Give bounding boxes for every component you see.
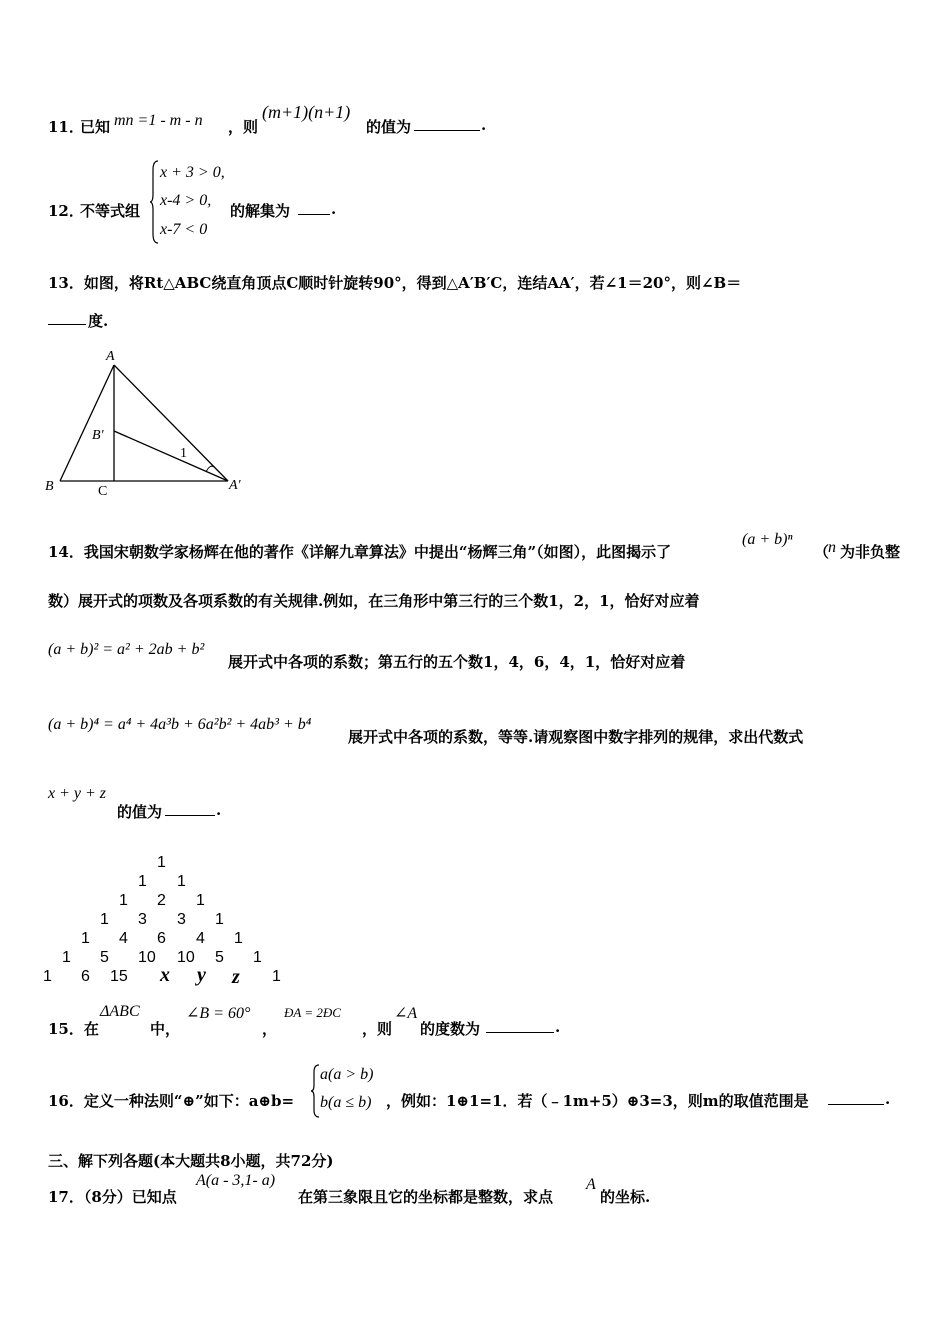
label-B-prime: B′ bbox=[92, 428, 104, 443]
q15-sep: ， bbox=[262, 1020, 278, 1038]
q16-end: . bbox=[885, 1090, 891, 1108]
q15-triangle: ΔABC bbox=[100, 1003, 140, 1020]
tri-r4-c2: 6 bbox=[157, 930, 166, 947]
tri-r6-c5: z bbox=[232, 966, 240, 988]
q15-answer-blank bbox=[486, 1018, 554, 1033]
tri-r3-c0: 1 bbox=[100, 911, 109, 928]
q14-formula-4: x + y + z bbox=[48, 785, 107, 802]
q17-point: A(a - 3,1- a) bbox=[196, 1172, 276, 1189]
tri-r6-c6: 1 bbox=[272, 968, 281, 985]
q12-number: 12． bbox=[48, 202, 84, 220]
tri-r6-c0: 1 bbox=[43, 968, 52, 985]
q12-line-1: x + 3 > 0, bbox=[160, 164, 225, 181]
tri-r0-c0: 1 bbox=[157, 854, 166, 871]
q13-triangle-figure bbox=[40, 345, 255, 500]
q11-end: . bbox=[481, 116, 487, 134]
tri-r5-c5: 1 bbox=[253, 949, 262, 966]
q17-point-A: A bbox=[586, 1176, 596, 1193]
tri-r2-c0: 1 bbox=[119, 892, 128, 909]
q11-number: 11． bbox=[48, 118, 84, 136]
section-3-title: 三、解下列各题(本大题共8小题，共72分) bbox=[48, 1152, 334, 1170]
q15-text-3: 的度数为 bbox=[420, 1020, 481, 1038]
tri-r4-c0: 1 bbox=[81, 930, 90, 947]
q14-paragraph-1: 14．我国宋朝数学家杨辉在他的著作《详解九章算法》中提出“杨辉三角”（如图），此图揭示了 bbox=[48, 543, 672, 561]
tri-r5-c2: 10 bbox=[138, 949, 156, 966]
q14-formula-1: (a + b)ⁿ bbox=[742, 531, 793, 548]
q12-line-2: x-4 > 0, bbox=[160, 192, 212, 209]
q12-brace bbox=[149, 160, 159, 244]
q14-paragraph-1c: 为非负整 bbox=[840, 543, 901, 561]
tri-r2-c1: 2 bbox=[157, 892, 166, 909]
tri-r3-c3: 1 bbox=[215, 911, 224, 928]
tri-r4-c1: 4 bbox=[119, 930, 128, 947]
q16-brace bbox=[310, 1064, 320, 1118]
q13-answer-blank bbox=[48, 310, 86, 325]
q15-relation: ÐA = 2ÐC bbox=[284, 1005, 341, 1020]
tri-r4-c3: 4 bbox=[196, 930, 205, 947]
q12-end: . bbox=[331, 200, 337, 218]
label-A-prime: A′ bbox=[229, 478, 241, 493]
q14-paragraph-4: 展开式中各项的系数，等等.请观察图中数字排列的规律，求出代数式 bbox=[348, 728, 804, 746]
tri-r1-c1: 1 bbox=[177, 873, 186, 890]
q11-expression: (m+1)(n+1) bbox=[262, 102, 351, 122]
q12-answer-blank bbox=[298, 200, 330, 215]
q15-angle-A: ∠A bbox=[394, 1005, 418, 1022]
q14-paragraph-1b: （ bbox=[814, 543, 830, 561]
q15-end: . bbox=[555, 1018, 561, 1036]
q17-text-2: 在第三象限且它的坐标都是整数，求点 bbox=[298, 1188, 554, 1206]
q11-text-2: ，则 bbox=[228, 118, 259, 136]
q15-number: 15．在 bbox=[48, 1020, 99, 1038]
q16-text-1: 16．定义一种法则“⊕”如下：a⊕b= bbox=[48, 1092, 295, 1110]
q11-answer-blank bbox=[414, 116, 480, 131]
q15-text-1: 中， bbox=[150, 1020, 181, 1038]
label-C: C bbox=[98, 484, 108, 499]
tri-r6-c1: 6 bbox=[81, 968, 90, 985]
q16-case-1: a(a > b) bbox=[320, 1066, 374, 1083]
tri-r5-c1: 5 bbox=[100, 949, 109, 966]
q14-n: n bbox=[828, 539, 836, 556]
q14-paragraph-5: 的值为 bbox=[117, 803, 163, 821]
label-B: B bbox=[45, 479, 54, 494]
q14-paragraph-3: 展开式中各项的系数；第五行的五个数1，4，6，4，1，恰好对应着 bbox=[228, 653, 686, 671]
tri-r5-c3: 10 bbox=[177, 949, 195, 966]
q16-answer-blank bbox=[828, 1090, 884, 1105]
q14-formula-2: (a + b)² = a² + 2ab + b² bbox=[48, 641, 205, 658]
tri-r5-c0: 1 bbox=[62, 949, 71, 966]
tri-r6-c4: y bbox=[197, 964, 206, 986]
q12-text-2: 的解集为 bbox=[230, 202, 291, 220]
tri-r6-c2: 15 bbox=[110, 968, 128, 985]
q11-text-1: 已知 bbox=[80, 118, 111, 136]
q12-text-1: 不等式组 bbox=[80, 202, 141, 220]
tri-r4-c4: 1 bbox=[234, 930, 243, 947]
tri-r1-c0: 1 bbox=[138, 873, 147, 890]
tri-r6-c3: x bbox=[160, 964, 170, 986]
q16-case-2: b(a ≤ b) bbox=[320, 1094, 372, 1111]
q15-angle-B: ∠B = 60° bbox=[186, 1005, 251, 1022]
q16-text-2: ，例如：1⊕1=1．若（﹣1m+5）⊕3=3，则m的取值范围是 bbox=[386, 1092, 809, 1110]
label-A: A bbox=[106, 349, 115, 364]
tri-r2-c2: 1 bbox=[196, 892, 205, 909]
q13-line-1: 13．如图，将Rt△ABC绕直角顶点C顺时针旋转90°，得到△A′B′C，连结AA′，若∠1＝20°，则∠B＝ bbox=[48, 274, 742, 292]
tri-r3-c2: 3 bbox=[177, 911, 186, 928]
q12-line-3: x-7 < 0 bbox=[160, 221, 208, 238]
label-angle-1: 1 bbox=[180, 446, 187, 461]
q14-paragraph-2: 数）展开式的项数及各项系数的有关规律.例如，在三角形中第三行的三个数1，2，1，恰好对应着 bbox=[48, 592, 700, 610]
tri-r3-c1: 3 bbox=[138, 911, 147, 928]
q11-text-3: 的值为 bbox=[366, 118, 412, 136]
q11-condition: mn =1 - m - n bbox=[114, 112, 203, 129]
q14-answer-blank bbox=[165, 801, 215, 816]
tri-r5-c4: 5 bbox=[215, 949, 224, 966]
q14-formula-3: (a + b)⁴ = a⁴ + 4a³b + 6a²b² + 4ab³ + b⁴ bbox=[48, 716, 312, 733]
q13-line-2: 度. bbox=[88, 312, 109, 330]
q14-end: . bbox=[216, 801, 222, 819]
q17-text-3: 的坐标. bbox=[600, 1188, 651, 1206]
q17-text-1: 17．（8分）已知点 bbox=[48, 1188, 177, 1206]
q15-text-2: ，则 bbox=[362, 1020, 393, 1038]
